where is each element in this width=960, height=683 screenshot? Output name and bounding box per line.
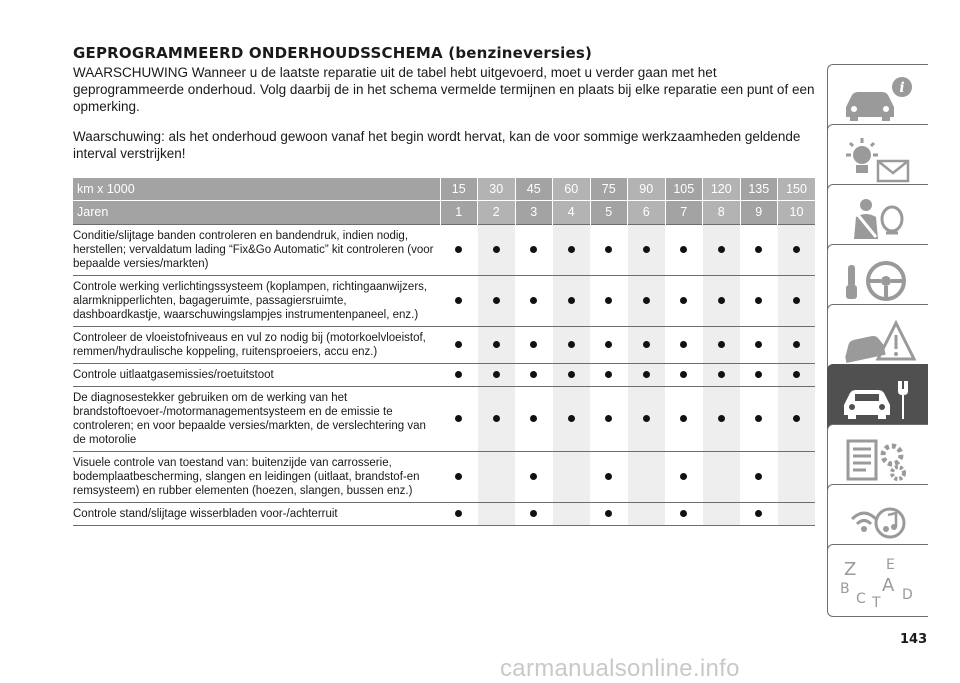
km-header-cell: 135 xyxy=(740,178,778,200)
interval-cell xyxy=(590,275,628,326)
service-dot xyxy=(605,415,612,422)
km-header-cell: 120 xyxy=(703,178,741,200)
service-dot xyxy=(530,473,537,480)
interval-cell xyxy=(590,363,628,386)
interval-cell xyxy=(515,386,553,451)
service-dot xyxy=(605,341,612,348)
multimedia-icon xyxy=(838,493,918,549)
interval-cell xyxy=(478,275,516,326)
interval-cell xyxy=(665,502,703,525)
interval-cell xyxy=(665,224,703,275)
page-title: GEPROGRAMMEERD ONDERHOUDSSCHEMA (benzineversies) xyxy=(73,44,593,62)
interval-cell xyxy=(628,451,666,502)
interval-cell xyxy=(515,451,553,502)
km-header-cell: 75 xyxy=(590,178,628,200)
interval-cell xyxy=(778,451,816,502)
km-header-cell: 45 xyxy=(515,178,553,200)
sidebar-tab-index[interactable] xyxy=(827,544,928,617)
index-letter: Z xyxy=(844,559,857,580)
task-description: Controle werking verlichtingssysteem (koplampen, richtingaanwijzers, alarmknipperlichten, bagageruimte, passagiersruimte, dashboardkastje, waarschuwingslampjes instrumentenpaneel, enz.) xyxy=(73,275,440,326)
service-dot xyxy=(755,510,762,517)
interval-cell xyxy=(440,224,478,275)
service-dot xyxy=(530,246,537,253)
seatbelt-airbag-icon xyxy=(838,193,918,249)
interval-cell xyxy=(628,363,666,386)
service-dot xyxy=(455,415,462,422)
service-dot xyxy=(793,371,800,378)
task-description: Controle stand/slijtage wisserbladen voor-/achterruit xyxy=(73,502,440,525)
interval-cell xyxy=(553,451,591,502)
index-letter: C xyxy=(856,591,866,607)
index-letter: T xyxy=(872,595,881,609)
year-header-cell: 7 xyxy=(665,200,703,224)
years-header-row xyxy=(73,200,815,224)
interval-cell xyxy=(478,502,516,525)
table-row xyxy=(73,502,815,525)
service-dot xyxy=(493,297,500,304)
interval-cell xyxy=(665,386,703,451)
service-dot xyxy=(605,510,612,517)
year-header-cell: 6 xyxy=(628,200,666,224)
table-row xyxy=(73,275,815,326)
interval-cell xyxy=(440,326,478,363)
page-number: 143 xyxy=(900,632,928,647)
service-dot xyxy=(643,246,650,253)
interval-cell xyxy=(440,451,478,502)
table-row xyxy=(73,386,815,451)
interval-cell xyxy=(478,451,516,502)
service-dot xyxy=(718,415,725,422)
service-dot xyxy=(680,297,687,304)
interval-cell xyxy=(778,363,816,386)
service-dot xyxy=(605,246,612,253)
interval-cell xyxy=(590,502,628,525)
year-header-cell: 2 xyxy=(478,200,516,224)
interval-cell xyxy=(628,326,666,363)
key-steering-wheel-icon xyxy=(838,253,918,309)
service-dot xyxy=(530,341,537,348)
service-dot xyxy=(530,510,537,517)
service-dot xyxy=(793,246,800,253)
interval-cell xyxy=(740,502,778,525)
interval-cell xyxy=(515,326,553,363)
service-dot xyxy=(680,341,687,348)
service-dot xyxy=(605,371,612,378)
interval-cell xyxy=(740,275,778,326)
km-header-cell: 105 xyxy=(665,178,703,200)
car-maintenance-icon xyxy=(838,373,918,429)
interval-cell xyxy=(740,224,778,275)
service-dot xyxy=(755,371,762,378)
task-description: Controleer de vloeistofniveaus en vul zo nodig bij (motorkoelvloeistof, remmen/hydraulische koppeling, ruitensproeiers, accu enz.) xyxy=(73,326,440,363)
note-paragraph: Waarschuwing: als het onderhoud gewoon vanaf het begin wordt hervat, kan de voor sommige werkzaamheden geldende interval verstrijken! xyxy=(73,129,801,161)
interval-cell xyxy=(703,386,741,451)
warning-paragraph: WAARSCHUWING Wanneer u de laatste reparatie uit de tabel hebt uitgevoerd, moet u verder gaan met het geprogrammeerde onderhoud. Volg daarbij de in het schema vermelde termijnen en plaats bij elke reparatie een punt of een opmerking. xyxy=(73,65,815,114)
interval-cell xyxy=(440,363,478,386)
service-dot xyxy=(643,371,650,378)
watermark: carmanualsonline.info xyxy=(500,655,740,682)
service-dot xyxy=(455,341,462,348)
service-dot xyxy=(755,415,762,422)
interval-cell xyxy=(478,363,516,386)
service-dot xyxy=(755,246,762,253)
warning-lights-message-icon xyxy=(838,133,918,189)
km-header-cell: 150 xyxy=(778,178,816,200)
km-header-row xyxy=(73,178,815,200)
interval-cell xyxy=(478,224,516,275)
interval-cell xyxy=(740,326,778,363)
interval-cell xyxy=(703,451,741,502)
alphabetical-index-icon xyxy=(838,553,918,609)
interval-cell xyxy=(778,275,816,326)
service-dot xyxy=(643,341,650,348)
service-dot xyxy=(605,473,612,480)
task-description: Conditie/slijtage banden controleren en bandendruk, indien nodig, herstellen; vervaldatum lading “Fix&Go Automatic” kit controleren (voor bepaalde versies/markten) xyxy=(73,224,440,275)
interval-cell xyxy=(740,386,778,451)
service-dot xyxy=(643,415,650,422)
service-dot xyxy=(455,473,462,480)
service-dot xyxy=(605,297,612,304)
table-row xyxy=(73,363,815,386)
heading-block xyxy=(73,44,818,162)
interval-cell xyxy=(553,326,591,363)
year-header-cell: 5 xyxy=(590,200,628,224)
index-letter: D xyxy=(902,587,913,603)
emergency-warning-icon xyxy=(838,313,918,369)
interval-cell xyxy=(703,224,741,275)
technical-data-icon xyxy=(838,433,918,489)
table-row xyxy=(73,224,815,275)
service-dot xyxy=(680,371,687,378)
service-dot xyxy=(568,297,575,304)
km-header-cell: 30 xyxy=(478,178,516,200)
interval-cell xyxy=(665,275,703,326)
interval-cell xyxy=(515,502,553,525)
service-dot xyxy=(493,246,500,253)
year-header-cell: 1 xyxy=(440,200,478,224)
interval-cell xyxy=(515,224,553,275)
table-row xyxy=(73,451,815,502)
service-dot xyxy=(718,297,725,304)
interval-cell xyxy=(778,224,816,275)
year-header-cell: 8 xyxy=(703,200,741,224)
interval-cell xyxy=(740,363,778,386)
service-dot xyxy=(680,246,687,253)
table-row xyxy=(73,326,815,363)
interval-cell xyxy=(440,386,478,451)
km-header-cell: 15 xyxy=(440,178,478,200)
service-dot xyxy=(568,341,575,348)
interval-cell xyxy=(590,326,628,363)
service-dot xyxy=(530,415,537,422)
interval-cell xyxy=(478,386,516,451)
interval-cell xyxy=(703,363,741,386)
service-dot xyxy=(568,415,575,422)
task-description: Visuele controle van toestand van: buitenzijde van carrosserie, bodemplaatbescherming, slangen en leidingen (uitlaat, brandstof-en remsysteem) en rubber elementen (hoezen, slangen, bussen enz.) xyxy=(73,451,440,502)
interval-cell xyxy=(515,275,553,326)
service-dot xyxy=(793,341,800,348)
service-dot xyxy=(530,371,537,378)
service-dot xyxy=(793,297,800,304)
service-dot xyxy=(568,246,575,253)
interval-cell xyxy=(590,386,628,451)
service-dot xyxy=(530,297,537,304)
service-dot xyxy=(680,415,687,422)
service-dot xyxy=(718,371,725,378)
service-dot xyxy=(568,371,575,378)
service-dot xyxy=(755,297,762,304)
svg-text:i: i xyxy=(899,80,905,96)
interval-cell xyxy=(665,363,703,386)
interval-cell xyxy=(553,386,591,451)
service-dot xyxy=(718,341,725,348)
interval-cell xyxy=(740,451,778,502)
service-dot xyxy=(643,297,650,304)
service-dot xyxy=(680,510,687,517)
service-dot xyxy=(455,510,462,517)
interval-cell xyxy=(628,224,666,275)
index-letter: A xyxy=(882,575,895,596)
index-letter: B xyxy=(840,581,850,597)
km-header-cell: 60 xyxy=(553,178,591,200)
task-description: Controle uitlaatgasemissies/roetuitstoot xyxy=(73,363,440,386)
years-label: Jaren xyxy=(73,200,440,224)
interval-cell xyxy=(478,326,516,363)
interval-cell xyxy=(440,275,478,326)
interval-cell xyxy=(590,451,628,502)
service-dot xyxy=(455,246,462,253)
interval-cell xyxy=(515,363,553,386)
interval-cell xyxy=(778,502,816,525)
year-header-cell: 10 xyxy=(778,200,816,224)
interval-cell xyxy=(590,224,628,275)
year-header-cell: 3 xyxy=(515,200,553,224)
km-label: km x 1000 xyxy=(73,178,440,200)
service-dot xyxy=(793,415,800,422)
year-header-cell: 9 xyxy=(740,200,778,224)
interval-cell xyxy=(665,451,703,502)
interval-cell xyxy=(778,326,816,363)
interval-cell xyxy=(553,275,591,326)
interval-cell xyxy=(778,386,816,451)
interval-cell xyxy=(628,502,666,525)
service-dot xyxy=(493,415,500,422)
interval-cell xyxy=(703,502,741,525)
interval-cell xyxy=(440,502,478,525)
km-header-cell: 90 xyxy=(628,178,666,200)
service-dot xyxy=(718,246,725,253)
service-dot xyxy=(455,297,462,304)
interval-cell xyxy=(628,275,666,326)
task-description: De diagnosestekker gebruiken om de werking van het brandstoftoevoer-/motormanagementsysteem en de emissie te controleren; en voor bepaalde versies/markten, de verslechtering van de motorolie xyxy=(73,386,440,451)
interval-cell xyxy=(628,386,666,451)
year-header-cell: 4 xyxy=(553,200,591,224)
index-letter: E xyxy=(886,557,895,573)
car-info-icon xyxy=(838,73,918,129)
service-dot xyxy=(455,371,462,378)
service-dot xyxy=(680,473,687,480)
maintenance-schedule-table xyxy=(73,178,815,526)
interval-cell xyxy=(703,275,741,326)
interval-cell xyxy=(553,502,591,525)
interval-cell xyxy=(553,363,591,386)
service-dot xyxy=(493,371,500,378)
service-dot xyxy=(755,341,762,348)
interval-cell xyxy=(665,326,703,363)
service-dot xyxy=(493,341,500,348)
service-dot xyxy=(755,473,762,480)
interval-cell xyxy=(703,326,741,363)
interval-cell xyxy=(553,224,591,275)
